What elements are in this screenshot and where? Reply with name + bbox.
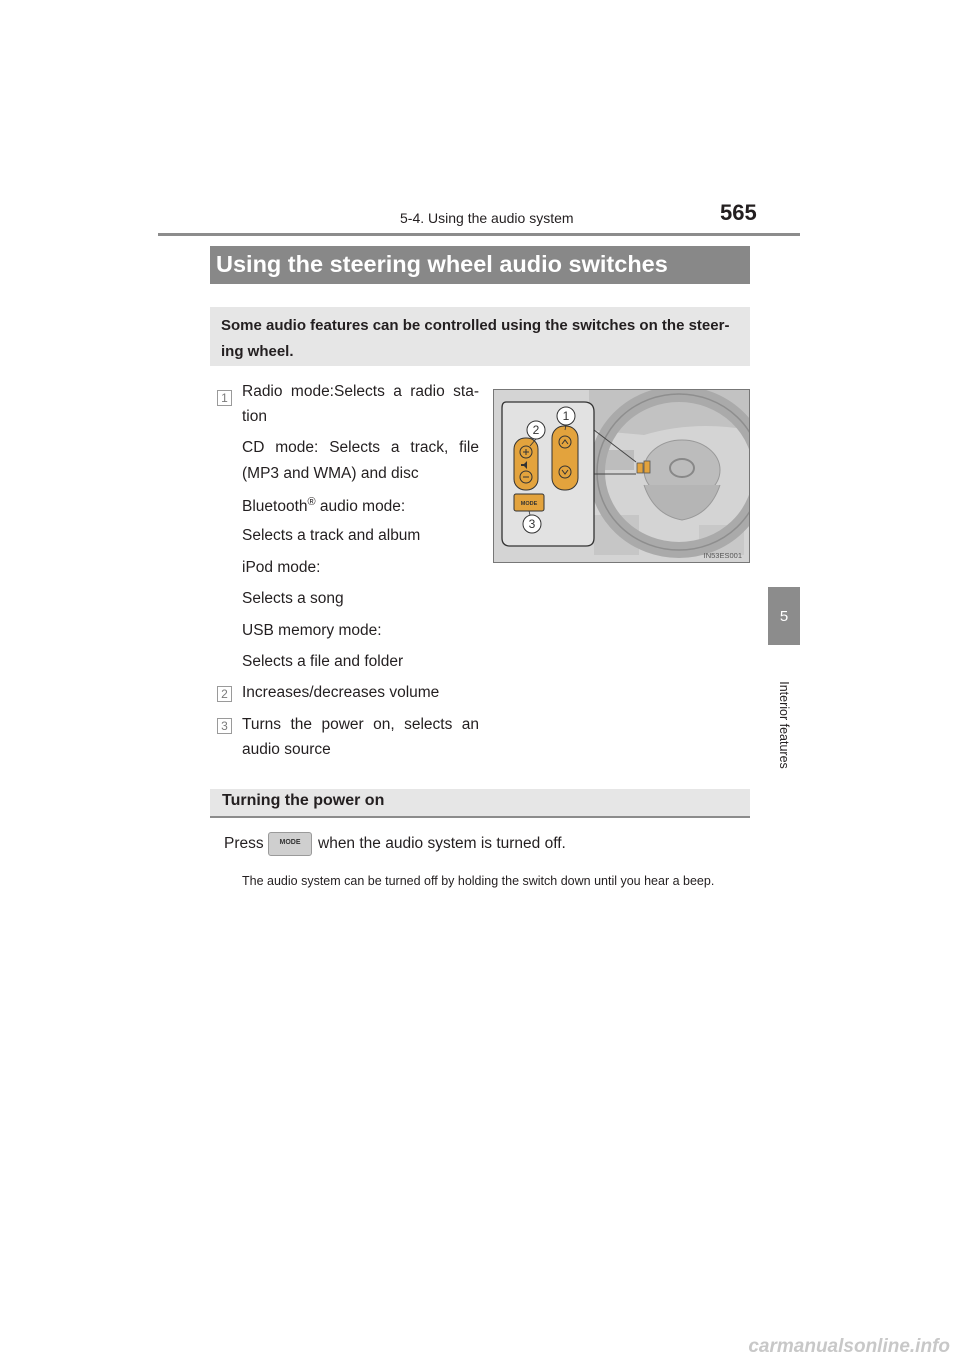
item-2-line-1: Increases/decreases volume <box>242 684 440 701</box>
subsection-rule <box>210 816 750 818</box>
item-1-line-8: Selects a song <box>242 590 344 607</box>
steering-wheel-drawing <box>494 390 749 562</box>
bluetooth-word: Bluetooth <box>242 498 308 516</box>
registered-mark: ® <box>307 496 316 508</box>
figure-code: IN53ES001 <box>703 551 742 560</box>
item-1-line-7: iPod mode: <box>242 559 321 576</box>
item-1-line-9: USB memory mode: <box>242 622 382 639</box>
section-title-bar <box>210 246 750 284</box>
chapter-tab: 5 <box>768 587 800 645</box>
section-title: Using the steering wheel audio switches <box>216 251 668 277</box>
item-number-badge: 2 <box>217 686 232 702</box>
callout-number: 1 <box>562 409 570 423</box>
watermark: carmanualsonline.info <box>748 1336 950 1357</box>
audio-mode-word: audio mode: <box>319 498 406 516</box>
item-1-line-10: Selects a file and folder <box>242 653 404 670</box>
subsection-title: Turning the power on <box>222 792 385 809</box>
intro-text: Some audio features can be controlled using the switches on the steer-ing wheel. <box>221 317 730 360</box>
callout-number: 3 <box>528 517 536 531</box>
item-1-line-1: Radio mode:Selects a radio sta- <box>242 383 479 400</box>
mode-switch-label: MODE <box>520 501 538 507</box>
item-1-line-4: (MP3 and WMA) and disc <box>242 465 419 482</box>
item-1-line-5 <box>242 496 405 516</box>
intro-box <box>210 307 750 366</box>
item-3-line-2: audio source <box>242 741 331 758</box>
item-number-badge: 1 <box>217 390 232 406</box>
item-1-line-6: Selects a track and album <box>242 527 421 544</box>
switch-locator-a <box>637 463 643 473</box>
mode-button-label: MODE <box>279 839 301 846</box>
chapter-label <box>770 660 798 790</box>
callout-number: 2 <box>532 423 540 437</box>
item-1-line-2: tion <box>242 408 267 425</box>
subsection-header <box>210 789 750 816</box>
page-number: 565 <box>720 200 757 225</box>
header-rule <box>158 233 800 236</box>
item-number-badge: 3 <box>217 718 232 734</box>
press-instruction: when the audio system is turned off. <box>318 835 566 852</box>
item-1-line-3: CD mode: Selects a track, file <box>242 439 479 456</box>
note-text: The audio system can be turned off by holding the switch down until you hear a beep. <box>242 874 715 888</box>
item-3-line-1: Turns the power on, selects an <box>242 716 479 733</box>
steering-wheel-illustration <box>493 389 750 563</box>
footer <box>0 1336 960 1358</box>
switch-locator-b <box>644 461 650 473</box>
press-label: Press <box>224 835 264 852</box>
chapter-label-text: Interior features <box>777 681 791 769</box>
running-header-section: 5-4. Using the audio system <box>400 210 574 226</box>
mode-button-icon <box>268 832 312 856</box>
